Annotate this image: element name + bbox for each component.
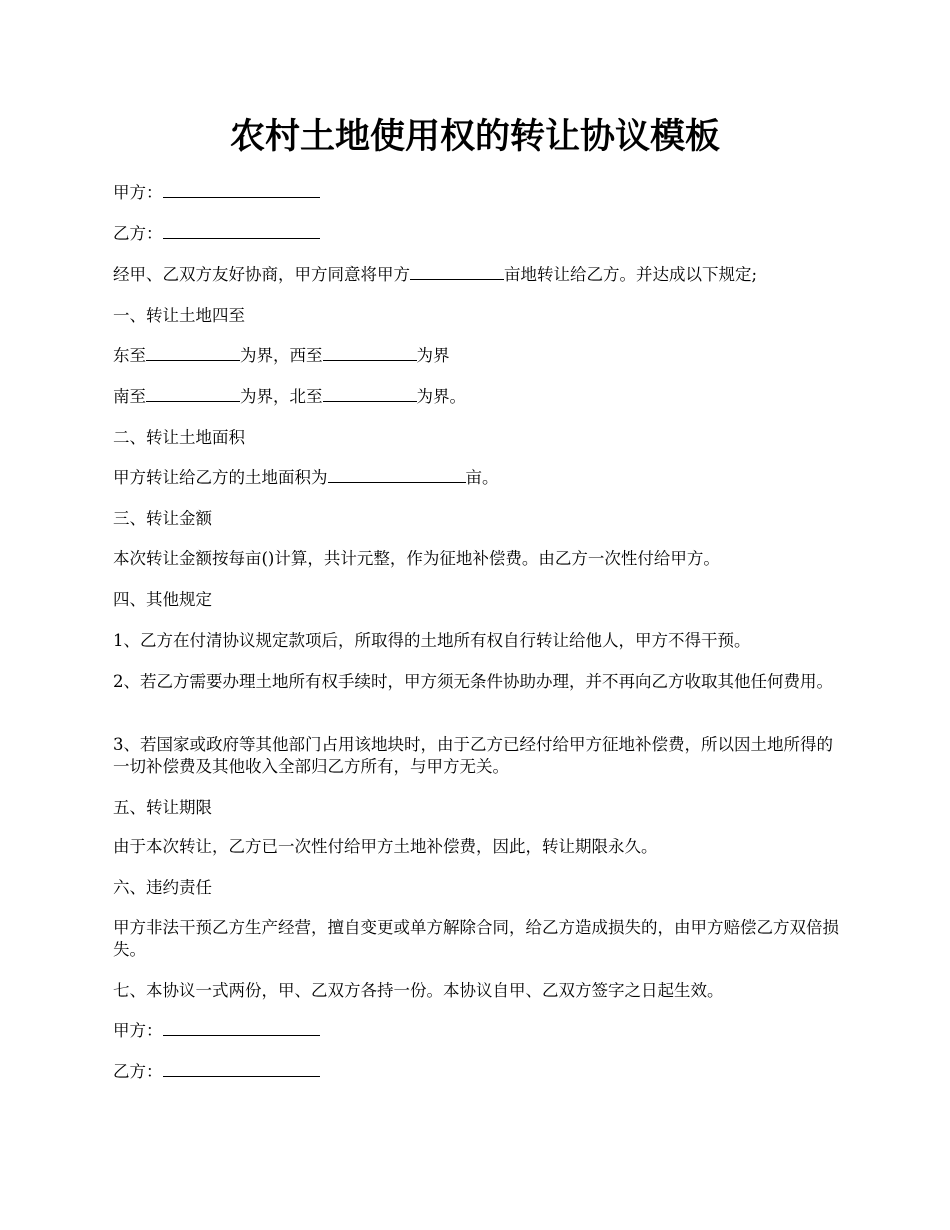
section-7-paragraph: 七、本协议一式两份，甲、乙双方各持一份。本协议自甲、乙双方签字之日起生效。 <box>113 981 724 1000</box>
area-paragraph <box>113 467 499 489</box>
intro-paragraph <box>113 264 839 286</box>
sign-party-b-blank <box>163 1061 320 1077</box>
section-2-heading: 二、转让土地面积 <box>113 428 245 447</box>
intro-text-post: 亩地转让给乙方。并达成以下规定; <box>504 265 758 284</box>
party-b-label: 乙方： <box>113 224 163 243</box>
amount-paragraph: 本次转让金额按每亩()计算，共计元整，作为征地补偿费。由乙方一次性付给甲方。 <box>113 549 720 568</box>
area-blank <box>328 467 466 483</box>
south-label: 南至 <box>113 387 146 406</box>
party-a-label: 甲方： <box>113 183 163 202</box>
section-5-heading: 五、转让期限 <box>113 798 212 817</box>
other-item-1: 1、乙方在付清协议规定款项后，所取得的土地所有权自行转让给他人，甲方不得干预。 <box>113 631 751 650</box>
section-6-heading: 六、违约责任 <box>113 878 212 897</box>
party-a-line <box>113 182 320 204</box>
term-paragraph: 由于本次转让，乙方已一次性付给甲方土地补偿费，因此，转让期限永久。 <box>113 837 658 856</box>
sign-party-a-line <box>113 1020 320 1042</box>
sign-party-b-label: 乙方： <box>113 1062 163 1081</box>
party-b-blank <box>163 223 320 239</box>
west-blank <box>323 345 417 361</box>
other-item-2: 2、若乙方需要办理土地所有权手续时，甲方须无条件协助办理，并不再向乙方收取其他任何费用。 <box>113 672 833 691</box>
north-blank <box>323 386 417 402</box>
section-3-heading: 三、转让金额 <box>113 509 212 528</box>
west-suffix: 为界 <box>416 346 450 365</box>
sign-party-a-blank <box>163 1020 320 1036</box>
intro-acres-blank <box>410 264 504 280</box>
north-label: 为界，北至 <box>240 387 323 406</box>
east-label: 东至 <box>113 346 146 365</box>
north-suffix: 为界。 <box>416 387 466 406</box>
south-blank <box>146 386 240 402</box>
west-label: 为界，西至 <box>240 346 323 365</box>
boundary-east-west <box>113 345 450 367</box>
boundary-south-north <box>113 386 466 408</box>
section-4-heading: 四、其他规定 <box>113 590 212 609</box>
other-item-3: 3、若国家或政府等其他部门占用该地块时，由于乙方已经付给甲方征地补偿费，所以因土地所得的一切补偿费及其他收入全部归乙方所有，与甲方无关。 <box>113 735 833 776</box>
document-title: 农村土地使用权的转让协议模板 <box>229 116 720 157</box>
party-a-blank <box>163 182 320 198</box>
liability-paragraph: 甲方非法干预乙方生产经营，擅自变更或单方解除合同，给乙方造成损失的，由甲方赔偿乙方双倍损失。 <box>113 918 839 959</box>
area-text-pre: 甲方转让给乙方的土地面积为 <box>113 468 328 487</box>
intro-text-pre: 经甲、乙双方友好协商，甲方同意将甲方 <box>113 265 410 284</box>
sign-party-a-label: 甲方： <box>113 1021 163 1040</box>
sign-party-b-line <box>113 1061 320 1083</box>
party-b-line <box>113 223 320 245</box>
area-text-post: 亩。 <box>465 468 499 487</box>
section-1-heading: 一、转让土地四至 <box>113 306 245 325</box>
east-blank <box>146 345 240 361</box>
